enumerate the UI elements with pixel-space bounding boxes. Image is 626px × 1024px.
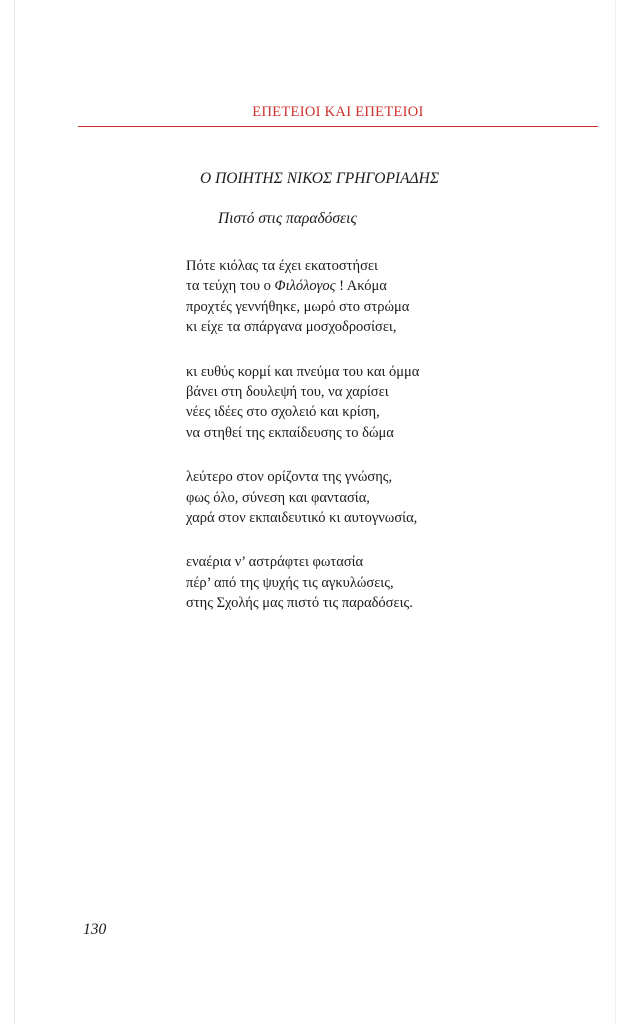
poem-line: πέρ’ από της ψυχής τις αγκυλώσεις, bbox=[186, 574, 394, 591]
poem-line: στης Σχολής μας πιστό τις παραδόσεις. bbox=[186, 595, 413, 612]
header-rule bbox=[78, 126, 598, 127]
poem-stanza bbox=[186, 362, 419, 444]
poem-line: Πότε κιόλας τα έχει εκατοστήσει bbox=[186, 258, 378, 274]
poem-body bbox=[186, 256, 419, 638]
poem-title: Πιστό στις παραδόσεις bbox=[218, 210, 357, 227]
page-edge-line bbox=[14, 0, 15, 1024]
page-edge-line-right bbox=[615, 0, 616, 1024]
poem-line: χαρά στον εκπαιδευτικό κι αυτογνωσία, bbox=[186, 510, 418, 527]
poem-line: φως όλο, σύνεση και φαντασία, bbox=[186, 489, 370, 506]
poem-stanza bbox=[186, 467, 419, 528]
poem-line bbox=[186, 276, 419, 296]
poem-line: εναέρια ν’ αστράφτει φωτασία bbox=[186, 554, 364, 571]
poem-line: βάνει στη δουλεψή του, να χαρίσει bbox=[186, 384, 389, 401]
poem-line: νέες ιδέες στο σχολειό και κρίση, bbox=[186, 404, 380, 421]
poem-line: λεύτερο στον ορίζοντα της γνώσης, bbox=[186, 469, 393, 486]
article-title: Ο ΠΟΙΗΤΗΣ ΝΙΚΟΣ ΓΡΗΓΟΡΙΑΔΗΣ bbox=[200, 170, 440, 187]
poem-stanza bbox=[186, 256, 419, 338]
poem-line: να στηθεί της εκπαίδευσης το δώμα bbox=[186, 424, 394, 441]
journal-name: Φιλόλογος bbox=[274, 278, 336, 295]
poem-line: κι είχε τα σπάργανα μοσχοδροσίσει, bbox=[186, 319, 397, 336]
poem-line: προχτές γεννήθηκε, μωρό στο στρώμα bbox=[186, 298, 410, 315]
page-number: 130 bbox=[83, 921, 107, 938]
poem-line-text: τα τεύχη του ο bbox=[186, 278, 275, 295]
running-header: ΕΠΕΤΕΙΟΙ ΚΑΙ ΕΠΕΤΕΙΟΙ bbox=[252, 104, 424, 120]
poem-line-text: ! Ακόμα bbox=[335, 278, 387, 295]
poem-line: κι ευθύς κορμί και πνεύμα του και όμμα bbox=[186, 363, 420, 380]
poem-stanza bbox=[186, 552, 419, 613]
